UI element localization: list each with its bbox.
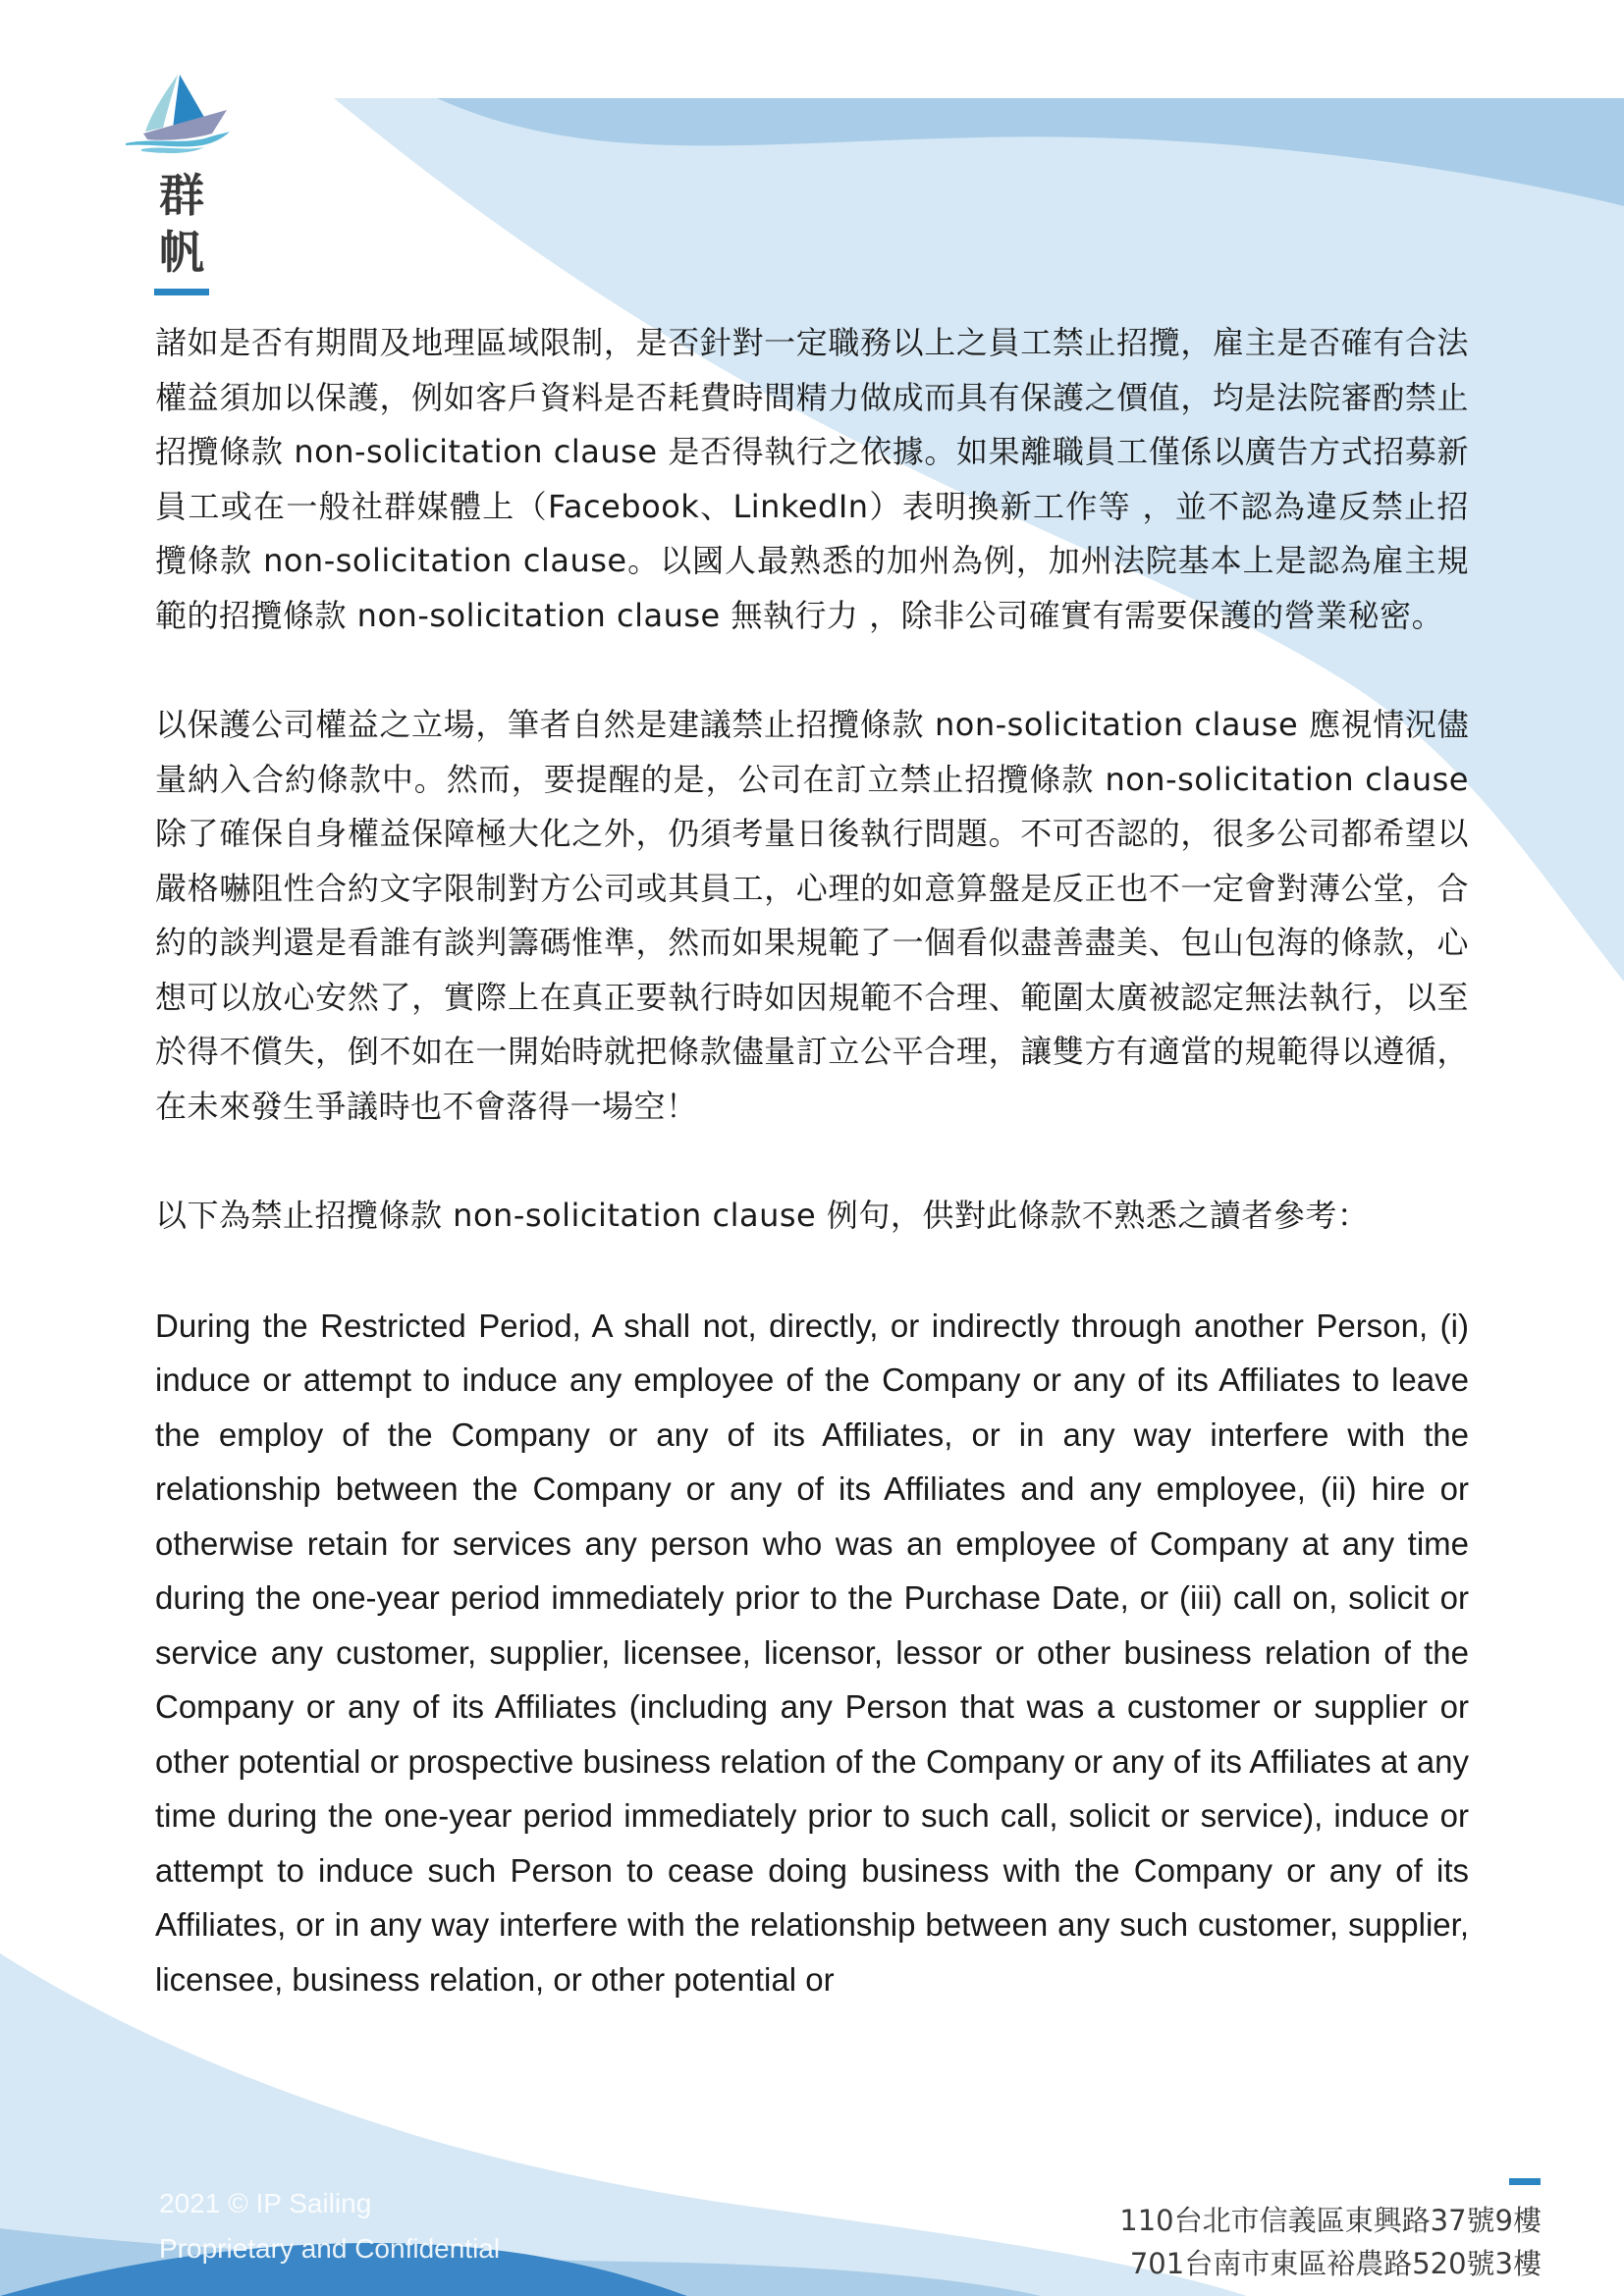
brand-name-line1: 群 bbox=[159, 169, 204, 222]
paragraph-spacer bbox=[155, 643, 1469, 698]
address-tainan: 701台南市東區裕農路520號3樓 bbox=[1129, 2247, 1542, 2280]
document-body bbox=[155, 316, 1469, 2006]
footer-addresses bbox=[1119, 2199, 1542, 2285]
paragraph-spacer bbox=[155, 1244, 1469, 1299]
paragraph-criteria: 諸如是否有期間及地理區域限制，是否針對一定職務以上之員工禁止招攬，雇主是否確有合法權益須加以保護，例如客戶資料是否耗費時間精力做成而具有保護之價值，均是法院審酌禁止招攬條款 non-solicitation clause 是否得執行之依據。如果離職員工僅係以廣告方式招募新員工或在一般社群媒體上（Facebook、LinkedIn）表明換新工作等 ，並不認為違反禁止招攬條款 non-solicitation clause。以國人最熟悉的加州為例，加州法院基本上是認為雇主規範的招攬條款 non-solicitation clause 無執行力 ，除非公司確實有需要保護的營業秘密。 bbox=[155, 324, 1469, 634]
paragraph-example-clause: During the Restricted Period, A shall not, directly, or indirectly through another Person, (i) induce or attempt to induce any employee of the Company or any of its Affiliates to leave the employ of the Company or any of its Affiliates, or in any way interfere with the relationship between the Company or any of its Affiliates and any employee, (ii) hire or otherwise retain for services any person who was an employee of Company at any time during the one-year period immediately prior to the Purchase Date, or (iii) call on, solicit or service any customer, supplier, licensee, licensor, lessor or other business relation of the Company or any of its Affiliates (including any Person that was a customer or supplier or other potential or prospective business relation of the Company or any of its Affiliates at any time during the one-year period immediately prior to such call, solicit or service), induce or attempt to induce such Person to cease doing business with the Company or any of its Affiliates, or in any way interfere with the relationship between any such customer, supplier, licensee, business relation, or other potential or bbox=[155, 1307, 1469, 1998]
paragraph-spacer bbox=[155, 1134, 1469, 1189]
paragraph-example-intro: 以下為禁止招攬條款 non-solicitation clause 例句，供對此條款不熟悉之讀者參考： bbox=[155, 1197, 1370, 1234]
sailboat-logo-icon bbox=[124, 73, 234, 157]
brand-accent-bar bbox=[154, 289, 209, 295]
paragraph-recommendation: 以保護公司權益之立場，筆者自然是建議禁止招攬條款 non-solicitation clause 應視情況儘量納入合約條款中。然而，要提醒的是，公司在訂立禁止招攬條款 non-solicitation clause 除了確保自身權益保障極大化之外，仍須考量日後執行問題。不可否認的，很多公司都希望以嚴格嚇阻性合約文字限制對方公司或其員工，心理的如意算盤是反正也不一定會對薄公堂，合約的談判還是看誰有談判籌碼惟準，然而如果規範了一個看似盡善盡美、包山包海的條款，心想可以放心安然了，實際上在真正要執行時如因規範不合理、範圍太廣被認定無法執行，以至於得不償失，倒不如在一開始時就把條款儘量訂立公平合理，讓雙方有適當的規範得以遵循，在未來發生爭議時也不會落得一場空！ bbox=[155, 706, 1469, 1125]
brand-name bbox=[147, 167, 216, 281]
address-taipei: 110台北市信義區東興路37號9樓 bbox=[1119, 2204, 1542, 2237]
footer-accent-bar bbox=[1509, 2178, 1541, 2185]
brand-name-line2: 帆 bbox=[159, 226, 204, 279]
footer-copyright: 2021 © IP Sailing bbox=[159, 2188, 372, 2218]
footer-confidential: Proprietary and Confidential bbox=[159, 2233, 501, 2264]
footer-copyright-block bbox=[159, 2181, 500, 2271]
